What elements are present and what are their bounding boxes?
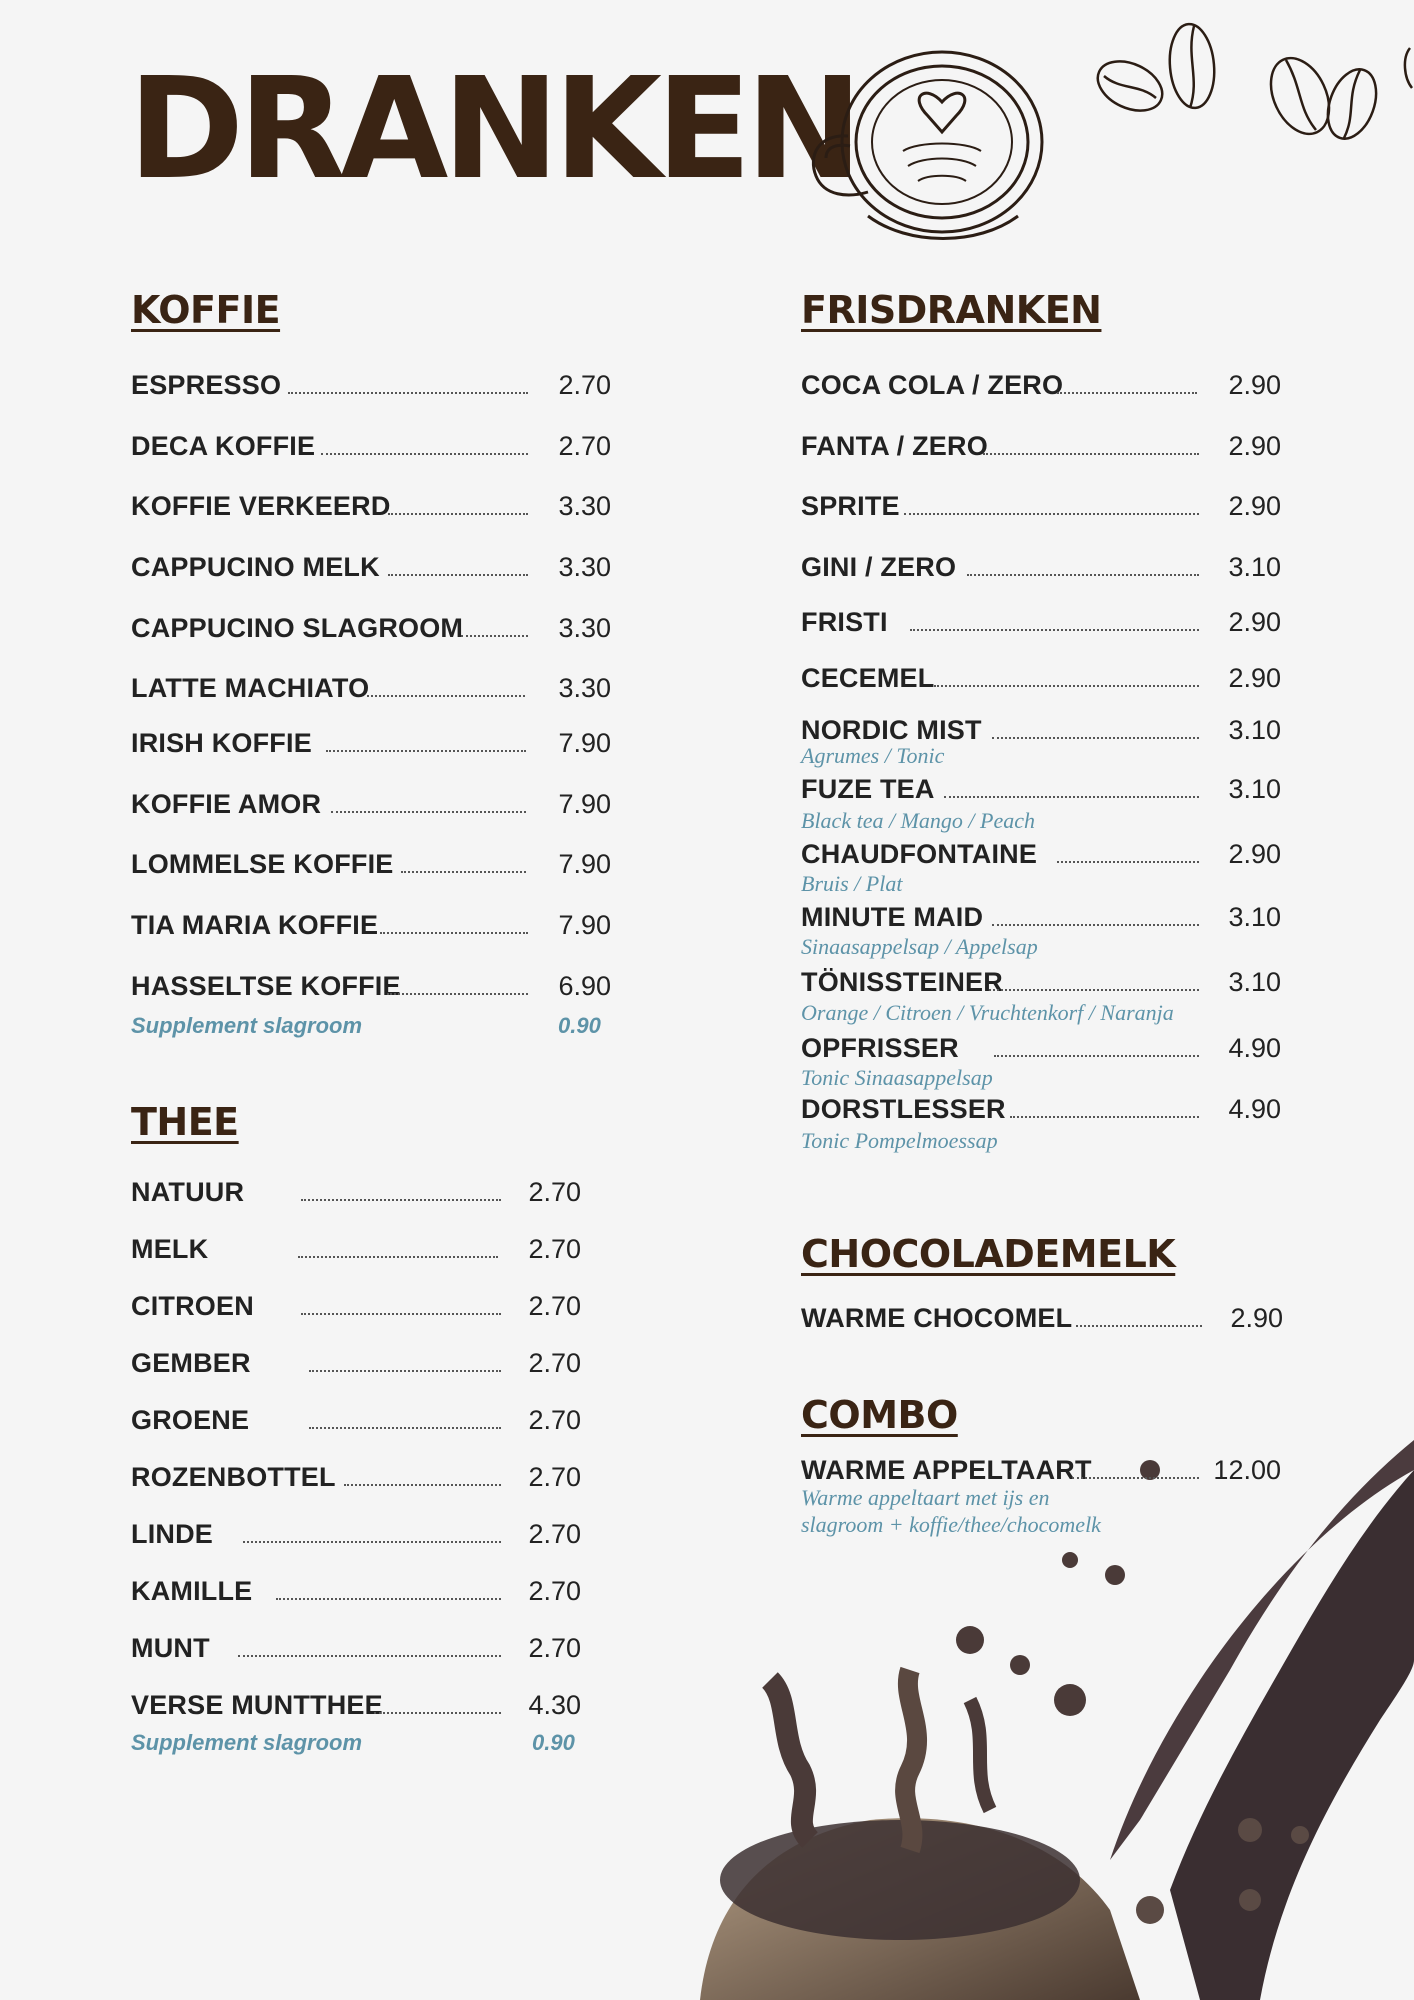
item-price: 3.30 xyxy=(558,491,611,521)
item-price: 3.30 xyxy=(558,613,611,643)
section-frisdranken-heading: FRISDRANKEN xyxy=(801,288,1102,332)
dot-leader xyxy=(1076,1325,1202,1327)
item-price: 2.70 xyxy=(558,431,611,461)
item-price: 7.90 xyxy=(558,789,611,819)
dot-leader xyxy=(388,574,528,576)
menu-item xyxy=(801,607,1281,641)
dot-leader xyxy=(243,1541,501,1543)
item-name: COCA COLA / ZERO xyxy=(801,370,1064,400)
item-name: LOMMELSE KOFFIE xyxy=(131,849,394,879)
menu-item xyxy=(131,1177,581,1211)
item-name: NATUUR xyxy=(131,1177,245,1207)
menu-item xyxy=(131,910,611,944)
menu-item xyxy=(131,1576,581,1610)
item-description: Tonic Pompelmoessap xyxy=(801,1128,998,1153)
dot-leader xyxy=(401,871,526,873)
item-price: 3.10 xyxy=(1228,967,1281,997)
dot-leader xyxy=(321,453,528,455)
menu-item xyxy=(801,431,1281,465)
dot-leader xyxy=(1072,1477,1199,1479)
item-name: LINDE xyxy=(131,1519,213,1549)
dot-leader xyxy=(380,932,528,934)
item-name: ROZENBOTTEL xyxy=(131,1462,336,1492)
dot-leader xyxy=(461,635,528,637)
supplement-price: 0.90 xyxy=(532,1730,575,1755)
item-price: 7.90 xyxy=(558,910,611,940)
item-price: 3.10 xyxy=(1228,774,1281,804)
menu-item xyxy=(131,370,611,404)
menu-item xyxy=(801,902,1281,936)
menu-item xyxy=(131,728,611,762)
item-price: 2.70 xyxy=(528,1462,581,1492)
item-name: FUZE TEA xyxy=(801,774,935,804)
dot-leader xyxy=(387,993,528,995)
dot-leader xyxy=(1057,861,1199,863)
dot-leader xyxy=(1057,392,1197,394)
item-price: 4.90 xyxy=(1228,1094,1281,1124)
coffee-bean-icon xyxy=(1090,18,1414,148)
section-combo-heading: COMBO xyxy=(801,1393,958,1437)
menu-item xyxy=(131,1405,581,1439)
item-price: 3.10 xyxy=(1228,552,1281,582)
section-thee-heading: THEE xyxy=(131,1100,239,1144)
item-price: 2.90 xyxy=(1228,607,1281,637)
dot-leader xyxy=(983,453,1199,455)
menu-item xyxy=(131,491,611,525)
menu-item xyxy=(131,673,611,707)
menu-item xyxy=(801,370,1281,404)
dot-leader xyxy=(276,1598,501,1600)
item-name: MINUTE MAID xyxy=(801,902,984,932)
menu-item xyxy=(131,849,611,883)
dot-leader xyxy=(910,629,1199,631)
menu-item xyxy=(131,1462,581,1496)
item-name: WARME APPELTAART xyxy=(801,1455,1092,1485)
item-price: 7.90 xyxy=(558,728,611,758)
item-price: 3.30 xyxy=(558,552,611,582)
item-price: 4.30 xyxy=(528,1690,581,1720)
item-price: 7.90 xyxy=(558,849,611,879)
item-name: CITROEN xyxy=(131,1291,254,1321)
dot-leader xyxy=(374,1712,501,1714)
item-price: 2.70 xyxy=(528,1405,581,1435)
menu-item xyxy=(131,431,611,465)
item-name: DORSTLESSER xyxy=(801,1094,1006,1124)
item-price: 6.90 xyxy=(558,971,611,1001)
item-price: 2.90 xyxy=(1228,839,1281,869)
menu-item xyxy=(801,663,1281,697)
item-description: Orange / Citroen / Vruchtenkorf / Naranja xyxy=(801,1000,1174,1025)
item-name: CECEMEL xyxy=(801,663,935,693)
item-description: Warme appeltaart met ijs en xyxy=(801,1485,1050,1510)
menu-item xyxy=(131,1519,581,1553)
item-price: 2.90 xyxy=(1228,370,1281,400)
item-name: CAPPUCINO SLAGROOM xyxy=(131,613,464,643)
menu-item xyxy=(801,1094,1281,1128)
item-price: 2.70 xyxy=(528,1519,581,1549)
menu-item xyxy=(801,967,1281,1001)
supplement-price: 0.90 xyxy=(558,1013,601,1038)
coffee-cup-icon xyxy=(808,46,1078,256)
item-name: MELK xyxy=(131,1234,209,1264)
dot-leader xyxy=(992,924,1199,926)
menu-item xyxy=(131,1291,581,1325)
item-name: FRISTI xyxy=(801,607,888,637)
menu-item xyxy=(801,1033,1281,1067)
item-name: WARME CHOCOMEL xyxy=(801,1303,1073,1333)
menu-item xyxy=(131,1690,581,1724)
dot-leader xyxy=(238,1655,501,1657)
item-price: 2.70 xyxy=(528,1633,581,1663)
item-price: 2.70 xyxy=(528,1177,581,1207)
item-description: slagroom + koffie/thee/chocomelk xyxy=(801,1512,1101,1537)
menu-item xyxy=(131,1633,581,1667)
item-name: TIA MARIA KOFFIE xyxy=(131,910,379,940)
item-name: KOFFIE AMOR xyxy=(131,789,322,819)
item-name: DECA KOFFIE xyxy=(131,431,316,461)
item-price: 3.10 xyxy=(1228,715,1281,745)
item-name: KAMILLE xyxy=(131,1576,253,1606)
item-name: ESPRESSO xyxy=(131,370,282,400)
item-price: 2.90 xyxy=(1228,663,1281,693)
dot-leader xyxy=(967,574,1199,576)
item-price: 2.70 xyxy=(528,1576,581,1606)
menu-item xyxy=(801,774,1281,808)
menu-item xyxy=(801,1455,1281,1489)
item-price: 2.70 xyxy=(558,370,611,400)
dot-leader xyxy=(904,513,1199,515)
menu-item xyxy=(131,971,611,1005)
dot-leader xyxy=(388,513,528,515)
dot-leader xyxy=(301,1313,501,1315)
dot-leader xyxy=(331,811,526,813)
item-description: Tonic Sinaasappelsap xyxy=(801,1065,993,1090)
dot-leader xyxy=(298,1256,498,1258)
menu-item xyxy=(131,552,611,586)
item-price: 2.90 xyxy=(1228,491,1281,521)
menu-item xyxy=(801,552,1281,586)
menu-item xyxy=(131,613,611,647)
dot-leader xyxy=(309,1370,501,1372)
item-name: IRISH KOFFIE xyxy=(131,728,312,758)
item-description: Black tea / Mango / Peach xyxy=(801,808,1035,833)
item-name: NORDIC MIST xyxy=(801,715,982,745)
dot-leader xyxy=(309,1427,501,1429)
dot-leader xyxy=(989,989,1199,991)
menu-item xyxy=(131,1348,581,1382)
item-description: Bruis / Plat xyxy=(801,871,903,896)
item-name: HASSELTSE KOFFIE xyxy=(131,971,401,1001)
item-name: GEMBER xyxy=(131,1348,251,1378)
dot-leader xyxy=(934,685,1199,687)
dot-leader xyxy=(301,1199,501,1201)
item-name: CAPPUCINO MELK xyxy=(131,552,380,582)
item-price: 2.70 xyxy=(528,1348,581,1378)
section-koffie-heading: KOFFIE xyxy=(131,288,281,332)
section-chocolademelk-heading: CHOCOLADEMELK xyxy=(801,1232,1176,1276)
item-price: 12.00 xyxy=(1213,1455,1281,1485)
dot-leader xyxy=(944,796,1199,798)
item-price: 2.70 xyxy=(528,1291,581,1321)
page-title: DRANKEN xyxy=(128,48,857,211)
dot-leader xyxy=(1010,1116,1199,1118)
item-description: Agrumes / Tonic xyxy=(801,743,945,768)
item-name: TÖNISSTEINER xyxy=(801,967,1003,997)
item-name: OPFRISSER xyxy=(801,1033,959,1063)
item-name: GROENE xyxy=(131,1405,250,1435)
menu-item xyxy=(131,789,611,823)
item-price: 4.90 xyxy=(1228,1033,1281,1063)
supplement-label: Supplement slagroom xyxy=(131,1013,363,1038)
dot-leader xyxy=(994,1055,1199,1057)
supplement-label: Supplement slagroom xyxy=(131,1730,363,1755)
item-price: 2.90 xyxy=(1228,431,1281,461)
dot-leader xyxy=(367,695,525,697)
item-name: KOFFIE VERKEERD xyxy=(131,491,391,521)
menu-item xyxy=(131,1234,581,1268)
item-name: CHAUDFONTAINE xyxy=(801,839,1038,869)
menu-item xyxy=(801,1303,1283,1337)
menu-item xyxy=(801,491,1281,525)
dot-leader xyxy=(992,737,1199,739)
item-price: 2.90 xyxy=(1230,1303,1283,1333)
dot-leader xyxy=(344,1484,501,1486)
dot-leader xyxy=(288,392,528,394)
item-name: VERSE MUNTTHEE xyxy=(131,1690,383,1720)
dot-leader xyxy=(326,750,526,752)
item-description: Sinaasappelsap / Appelsap xyxy=(801,934,1038,959)
item-name: SPRITE xyxy=(801,491,900,521)
item-price: 3.30 xyxy=(558,673,611,703)
menu-item xyxy=(801,839,1281,873)
item-price: 3.10 xyxy=(1228,902,1281,932)
item-name: GINI / ZERO xyxy=(801,552,957,582)
item-price: 2.70 xyxy=(528,1234,581,1264)
item-name: LATTE MACHIATO xyxy=(131,673,370,703)
item-name: MUNT xyxy=(131,1633,210,1663)
item-name: FANTA / ZERO xyxy=(801,431,988,461)
